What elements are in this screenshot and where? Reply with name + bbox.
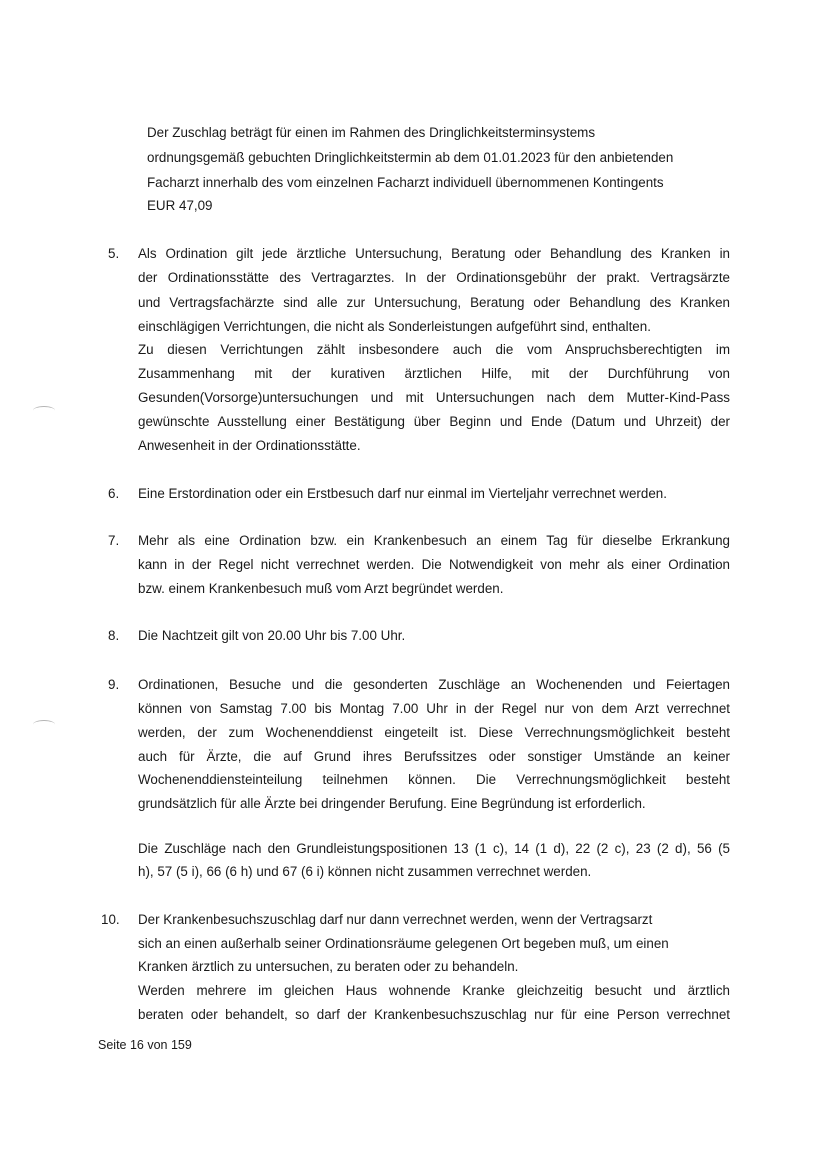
intro-line: ordnungsgemäß gebuchten Dringlichkeitstermin ab dem 01.01.2023 für den anbietenden <box>147 150 674 165</box>
list-item-number: 9. <box>108 677 120 692</box>
list-item-line: beraten oder behandelt, so darf der Krankenbesuchszuschlag nur für eine Person verrechnet <box>138 1007 730 1022</box>
list-item-line: bzw. einem Krankenbesuch muß vom Arzt begründet werden. <box>138 581 504 596</box>
list-item-line: h), 57 (5 i), 66 (6 h) und 67 (6 i) können nicht zusammen verrechnet werden. <box>138 864 592 879</box>
list-item-number: 6. <box>108 486 120 501</box>
list-item-line: Eine Erstordination oder ein Erstbesuch darf nur einmal im Vierteljahr verrechnet werden. <box>138 486 667 501</box>
intro-line: Der Zuschlag beträgt für einen im Rahmen des Dringlichkeitsterminsystems <box>147 125 596 140</box>
list-item-line: Zusammenhang mit der kurativen ärztlichen Hilfe, mit der Durchführung von <box>138 366 730 381</box>
list-item-line: werden, der zum Wochenenddienst eingeteilt ist. Diese Verrechnungsmöglichkeit besteht <box>138 725 730 740</box>
list-item-line: auch für Ärzte, die auf Grund ihres Berufssitzes oder sonstiger Umstände an keiner <box>138 749 730 764</box>
list-item-line: Anwesenheit in der Ordinationsstätte. <box>138 438 361 453</box>
list-item-line: Als Ordination gilt jede ärztliche Untersuchung, Beratung oder Behandlung des Kranken in <box>138 246 730 261</box>
intro-line: EUR 47,09 <box>147 198 213 213</box>
list-item-line: Die Zuschläge nach den Grundleistungspositionen 13 (1 c), 14 (1 d), 22 (2 c), 23 (2 d), 56 (5 <box>138 841 730 856</box>
list-item-line: Die Nachtzeit gilt von 20.00 Uhr bis 7.00 Uhr. <box>138 628 406 643</box>
list-item-number: 10. <box>101 912 120 927</box>
list-item-line: Wochenenddiensteinteilung teilnehmen können. Die Verrechnungsmöglichkeit besteht <box>138 772 730 787</box>
list-item-line: und Vertragsfachärzte sind alle zur Untersuchung, Beratung oder Behandlung des Kranken <box>138 295 730 310</box>
list-item-line: Der Krankenbesuchszuschlag darf nur dann verrechnet werden, wenn der Vertragsarzt <box>138 912 653 927</box>
list-item-line: können von Samstag 7.00 bis Montag 7.00 Uhr in der Regel nur von dem Arzt verrechnet <box>138 701 730 716</box>
list-item-line: kann in der Regel nicht verrechnet werden. Die Notwendigkeit von mehr als einer Ordination <box>138 557 730 572</box>
scan-mark <box>33 406 55 415</box>
list-item-line: grundsätzlich für alle Ärzte bei dringender Berufung. Eine Begründung ist erforderlich. <box>138 796 646 811</box>
list-item-number: 7. <box>108 533 120 548</box>
list-item-number: 8. <box>108 628 120 643</box>
list-item-line: Ordinationen, Besuche und die gesonderten Zuschläge an Wochenenden und Feiertagen <box>138 677 730 692</box>
list-item-line: Werden mehrere im gleichen Haus wohnende Kranke gleichzeitig besucht und ärztlich <box>138 983 730 998</box>
list-item-line: der Ordinationsstätte des Vertragarztes. In der Ordinationsgebühr der prakt. Vertragsärzte <box>138 270 730 285</box>
list-item-line: einschlägigen Verrichtungen, die nicht als Sonderleistungen aufgeführt sind, enthalten. <box>138 319 651 334</box>
scan-mark <box>33 720 55 729</box>
list-item-line: Kranken ärztlich zu untersuchen, zu beraten oder zu behandeln. <box>138 959 519 974</box>
list-item-line: Zu diesen Verrichtungen zählt insbesondere auch die vom Anspruchsberechtigten im <box>138 342 730 357</box>
list-item-line: Mehr als eine Ordination bzw. ein Krankenbesuch an einem Tag für dieselbe Erkrankung <box>138 533 730 548</box>
intro-line: Facharzt innerhalb des vom einzelnen Facharzt individuell übernommenen Kontingents <box>147 175 664 190</box>
list-item-number: 5. <box>108 246 120 261</box>
list-item-line: Gesunden(Vorsorge)untersuchungen und mit Untersuchungen nach dem Mutter-Kind-Pass <box>138 390 730 405</box>
list-item-line: gewünschte Ausstellung einer Bestätigung über Beginn und Ende (Datum und Uhrzeit) der <box>138 414 730 429</box>
page-number-footer: Seite 16 von 159 <box>98 1038 192 1052</box>
list-item-line: sich an einen außerhalb seiner Ordinationsräume gelegenen Ort begeben muß, um einen <box>138 936 669 951</box>
